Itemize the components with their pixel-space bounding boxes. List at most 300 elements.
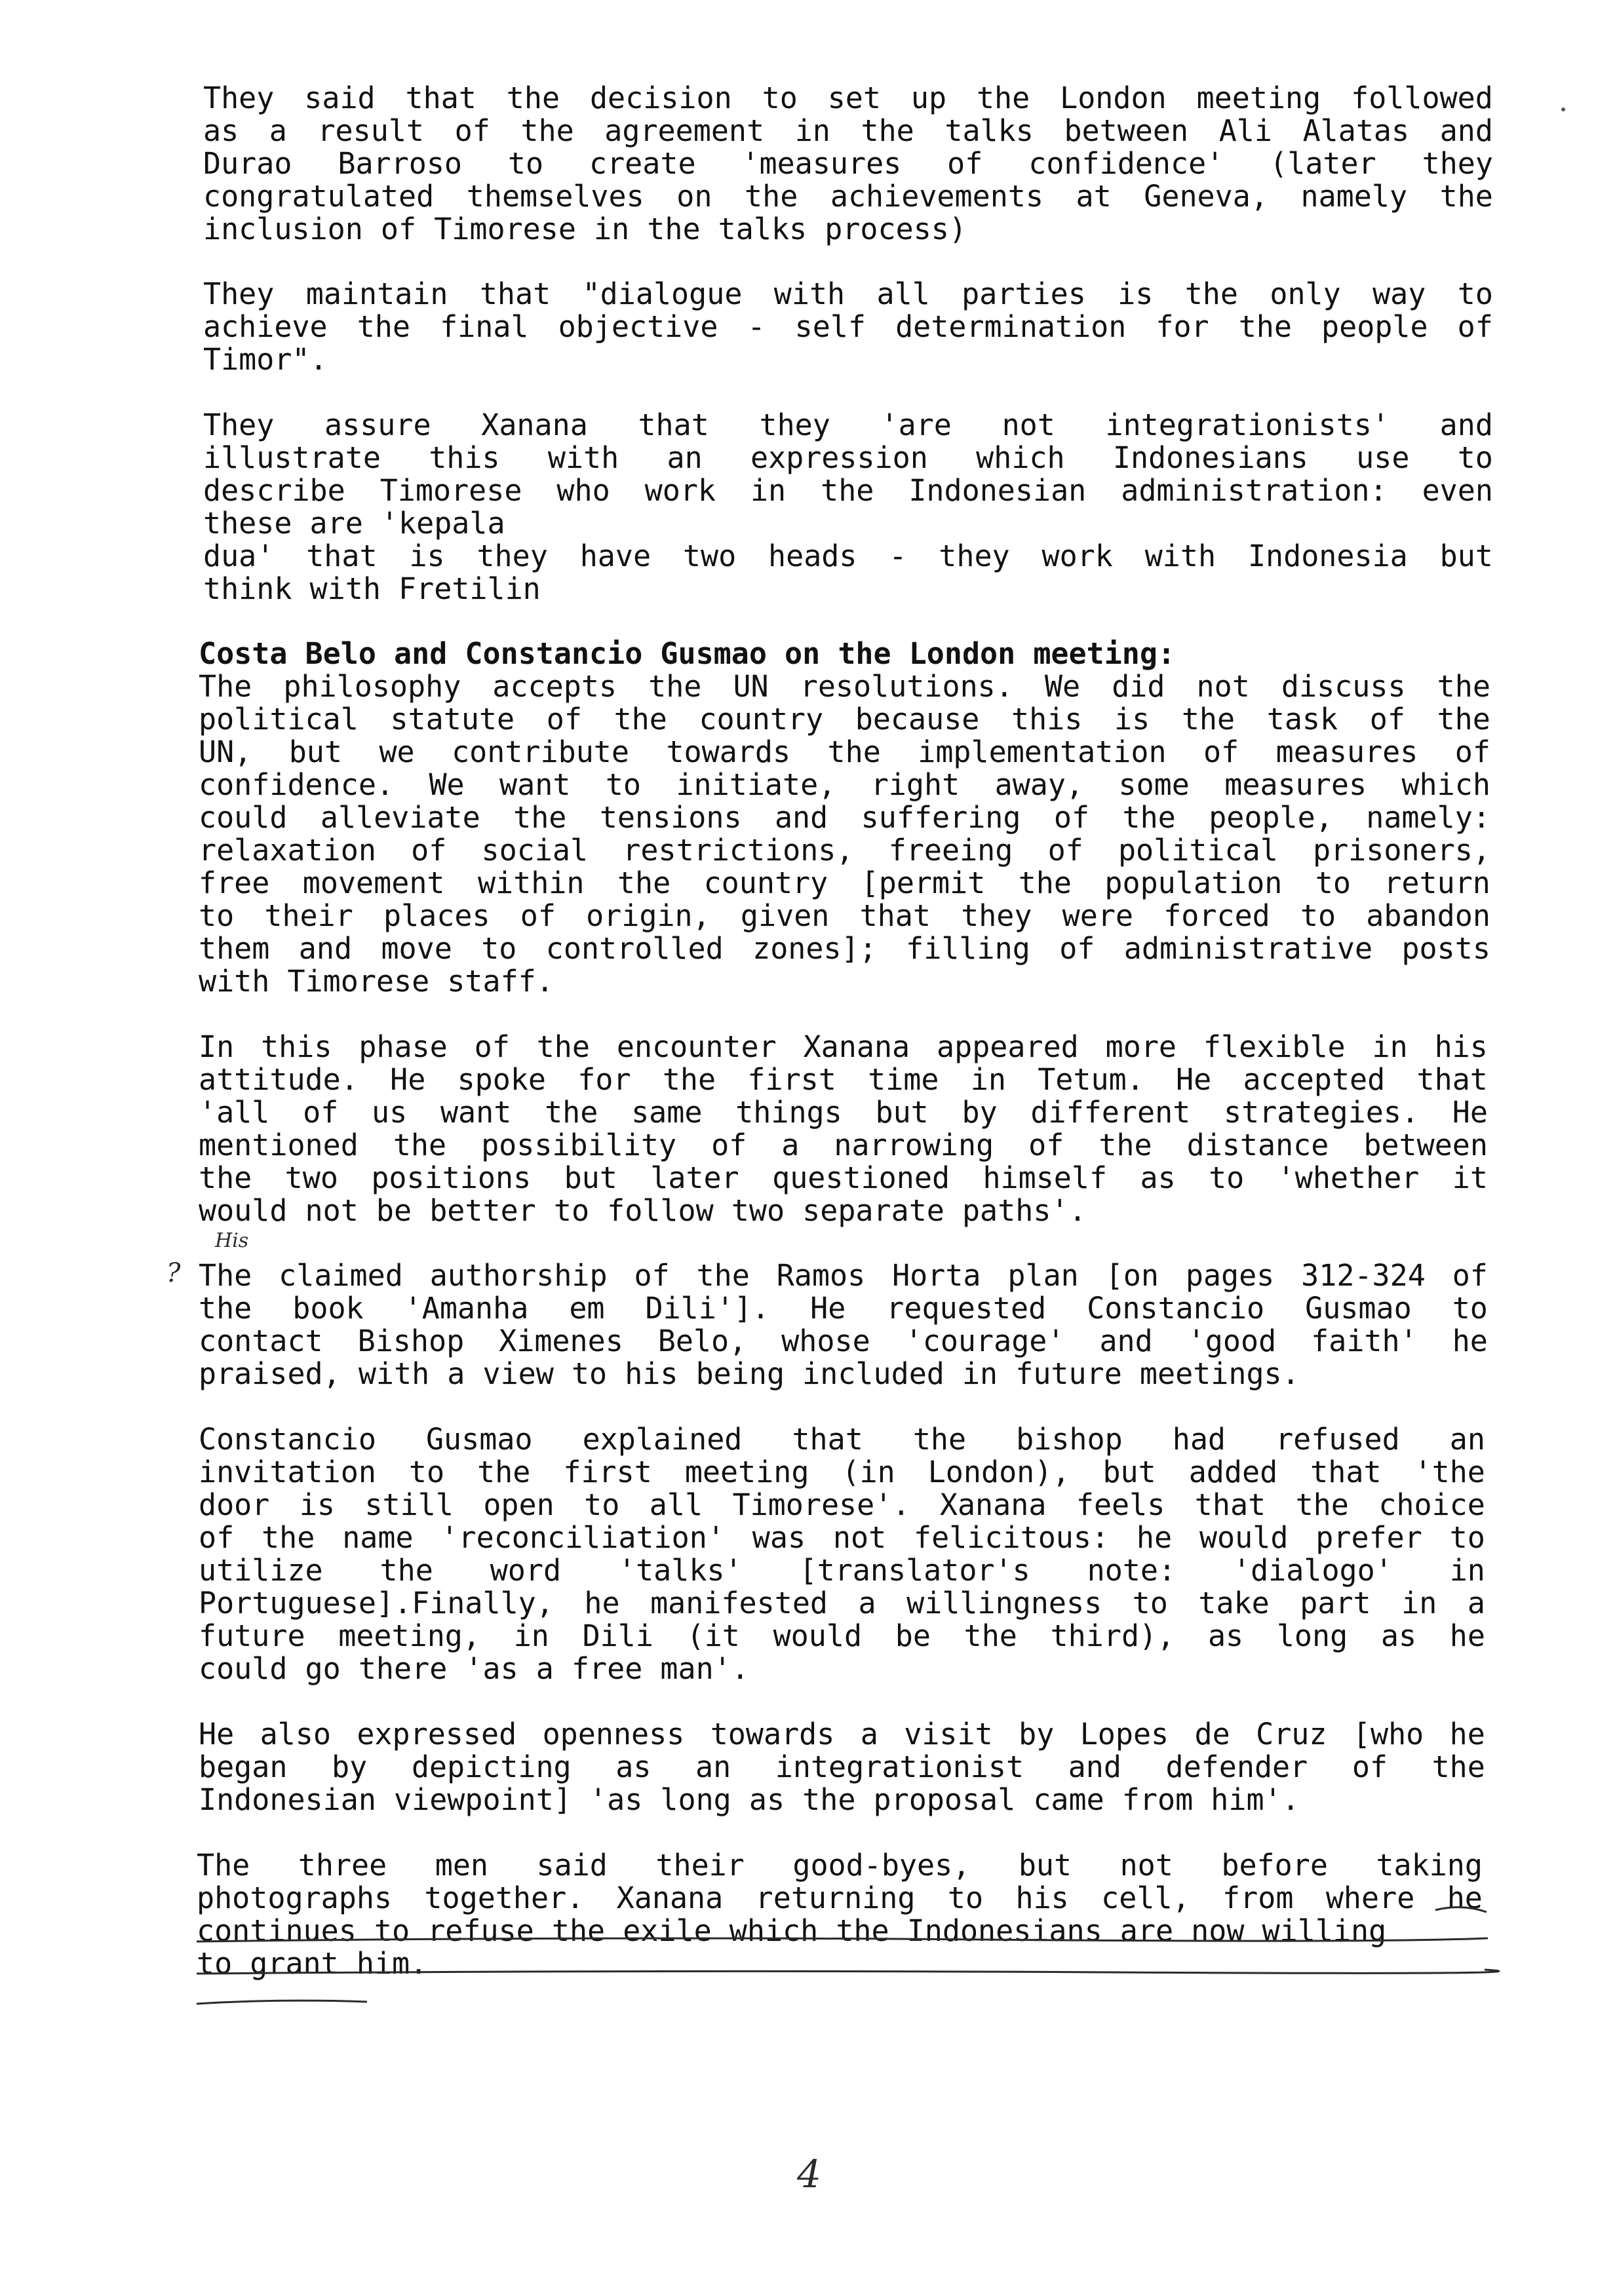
word: as [1380, 1618, 1417, 1653]
handwritten-correction: His [215, 1229, 249, 1252]
word: as [615, 1750, 652, 1784]
word: in [513, 1618, 549, 1653]
word: They [203, 81, 275, 115]
word: they [759, 408, 830, 442]
word: confidence. [199, 767, 395, 802]
word: they [477, 539, 548, 573]
word: a [1467, 1586, 1485, 1620]
word: task [1266, 702, 1338, 737]
word: that [1310, 1455, 1382, 1489]
word: the [613, 702, 667, 737]
word: began [199, 1750, 288, 1784]
word: Ali [1218, 113, 1272, 148]
word: as [203, 113, 239, 148]
word: photographs [197, 1881, 393, 1915]
word: measures [1275, 735, 1418, 769]
word: achieve [203, 309, 328, 344]
word: objective [558, 309, 718, 344]
heading-text: Costa Belo and Constancio Gusmao on the London meeting: [199, 636, 1176, 671]
word: not [1196, 669, 1250, 704]
word: book [292, 1291, 364, 1326]
word: measures [1224, 767, 1367, 802]
word: administration: [1121, 473, 1388, 508]
word: with [547, 440, 619, 475]
word: of [1352, 1750, 1388, 1784]
word: the [477, 1455, 531, 1489]
word: want [440, 1095, 512, 1130]
word: the [976, 81, 1030, 115]
word: 'courage' [905, 1324, 1065, 1358]
word: for [1156, 309, 1209, 344]
word: Xanana [481, 408, 588, 442]
word: Alatas [1302, 113, 1410, 148]
word: statute [390, 702, 515, 737]
word: controlled [545, 931, 724, 966]
word: the [379, 1553, 433, 1588]
word: men [435, 1848, 489, 1883]
word: to [1315, 866, 1351, 900]
word: namely [1300, 179, 1408, 214]
word: faith' [1311, 1324, 1418, 1358]
word: the [827, 735, 881, 769]
word: philosophy [283, 669, 461, 704]
word: (it [686, 1618, 740, 1653]
word: Dili']. [645, 1291, 770, 1326]
word: is [299, 1487, 335, 1522]
word: phase [359, 1029, 448, 1064]
word: it [1452, 1160, 1488, 1195]
word: and [298, 931, 353, 966]
word: whose [781, 1324, 870, 1358]
word: create [589, 146, 696, 181]
word: would [1199, 1520, 1289, 1555]
word: the [520, 113, 574, 148]
word: of [303, 1095, 339, 1130]
word: more [1105, 1029, 1177, 1064]
word: integrationists' [1105, 408, 1390, 442]
word: the [1018, 866, 1072, 900]
word: the [1184, 277, 1238, 311]
word: plan [1007, 1258, 1079, 1293]
word: appeared [937, 1029, 1079, 1064]
text-line: could go there 'as a free man'. [199, 1651, 749, 1686]
word: of [474, 1029, 510, 1064]
word: that [1416, 1062, 1488, 1097]
word: that [306, 539, 378, 573]
text-line: Indonesian viewpoint] 'as long as the proposal came from him'. [199, 1782, 1300, 1817]
word: by [332, 1750, 368, 1784]
word: mentioned [199, 1128, 359, 1162]
word: some [1118, 767, 1190, 802]
word: flexible [1203, 1029, 1346, 1064]
word: defender [1165, 1750, 1308, 1784]
word: heads [768, 539, 857, 573]
page-number: 4 [797, 2152, 821, 2196]
word: country [703, 866, 828, 900]
word: and [1439, 113, 1493, 148]
word: dua' [203, 539, 275, 573]
text-line: inclusion of Timorese in the talks process) [203, 212, 967, 246]
word: movement [302, 866, 445, 900]
word: he [1136, 1520, 1173, 1555]
word: pages [1185, 1258, 1275, 1293]
text-line: continues to refuse the exile which the Indonesians are now willing [197, 1913, 1387, 1948]
word: an [695, 1750, 731, 1784]
word: to [1457, 277, 1493, 311]
word: be [895, 1618, 931, 1653]
word: for [577, 1062, 631, 1097]
word: take [1198, 1586, 1270, 1620]
word: willingness [906, 1586, 1102, 1620]
word: Portuguese].Finally, [199, 1586, 554, 1620]
word: future [199, 1618, 305, 1653]
word: not [1002, 408, 1055, 442]
word: returning [755, 1881, 916, 1915]
word: the [1099, 1128, 1152, 1162]
word: claimed [279, 1258, 403, 1293]
word: of [947, 146, 983, 181]
word: of [546, 702, 582, 737]
word: determination [895, 309, 1127, 344]
word: that [405, 81, 477, 115]
word: self [794, 309, 866, 344]
word: in [794, 113, 830, 148]
word: [permit [861, 866, 986, 900]
word: of [1452, 1258, 1488, 1293]
word: is [1114, 702, 1150, 737]
word: "dialogue [582, 277, 743, 311]
word: and [1439, 408, 1493, 442]
word: two [284, 1160, 338, 1195]
word: administrative [1123, 931, 1373, 966]
text-line: think with Fretilin [203, 571, 541, 606]
word: given [740, 898, 830, 933]
word: restrictions, [623, 833, 854, 868]
word: of [454, 113, 490, 148]
word: first [747, 1062, 836, 1097]
word: the [821, 473, 874, 508]
word: to [1300, 898, 1336, 933]
word: of [1047, 833, 1083, 868]
word: visit [904, 1717, 993, 1751]
word: have [579, 539, 652, 573]
word: free [199, 866, 270, 900]
word: authorship [429, 1258, 608, 1293]
word: attitude. [199, 1062, 359, 1097]
word: who [556, 473, 610, 508]
word: all [649, 1487, 703, 1522]
word: Dili [582, 1618, 653, 1653]
word: this [429, 440, 500, 475]
word: of [411, 833, 447, 868]
word: [who [1352, 1717, 1424, 1751]
word: result [317, 113, 425, 148]
word: they [939, 539, 1010, 573]
word: towards [710, 1717, 835, 1751]
word: to [408, 1455, 445, 1489]
word: He [1176, 1062, 1212, 1097]
word: 'whether [1277, 1160, 1420, 1195]
word: Indonesian [908, 473, 1087, 508]
word: - [747, 309, 766, 344]
word: questioned [772, 1160, 950, 1195]
word: and [1068, 1750, 1121, 1784]
word: Geneva, [1144, 179, 1268, 214]
word: towards [666, 735, 791, 769]
word: the [648, 669, 702, 704]
word: only [1270, 277, 1341, 311]
word: in [1449, 1553, 1485, 1588]
word: positions [371, 1160, 532, 1195]
word: the [262, 1520, 315, 1555]
word: expression [750, 440, 928, 475]
word: to [507, 146, 544, 181]
word: to [947, 1881, 984, 1915]
text-line: these are 'kepala [203, 506, 505, 541]
word: he [1449, 1717, 1485, 1751]
word: 'the [1414, 1455, 1485, 1489]
word: the [506, 81, 560, 115]
word: Lopes [1080, 1717, 1169, 1751]
word: the [357, 309, 410, 344]
word: We [1044, 669, 1081, 704]
word: London [1060, 81, 1167, 115]
word: refused [1275, 1422, 1400, 1457]
word: an [667, 440, 703, 475]
word: to [199, 898, 235, 933]
word: country [699, 702, 824, 737]
word: feels [1076, 1487, 1165, 1522]
word: Constancio [1087, 1291, 1265, 1326]
word: is [409, 539, 445, 573]
word: Durao [203, 146, 292, 181]
word: expressed [357, 1717, 517, 1751]
word: which [1401, 767, 1490, 802]
word: utilize [199, 1553, 323, 1588]
word: freeing [888, 833, 1013, 868]
word: but [564, 1160, 617, 1195]
word: the [1181, 702, 1236, 737]
word: the [1437, 669, 1490, 704]
word: the [861, 113, 914, 148]
word: Ximenes [499, 1324, 623, 1358]
word: implementation [918, 735, 1167, 769]
word: where [1325, 1881, 1415, 1915]
word: He [810, 1291, 846, 1326]
word: prefer [1315, 1520, 1422, 1555]
word: that [638, 408, 709, 442]
word: to [584, 1487, 620, 1522]
word: strategies. [1224, 1095, 1420, 1130]
word: a [860, 1717, 878, 1751]
word: their [264, 898, 353, 933]
word: and [774, 800, 828, 835]
word: He [390, 1062, 426, 1097]
word: set [827, 81, 881, 115]
word: political [199, 702, 359, 737]
word: people [1321, 309, 1428, 344]
word: Belo, [657, 1324, 747, 1358]
word: initiate, [676, 767, 836, 802]
word: 'dialogo' [1232, 1553, 1393, 1588]
word: name [342, 1520, 414, 1555]
word: the [393, 1128, 447, 1162]
word: the [1431, 1750, 1485, 1784]
word: use [1356, 440, 1410, 475]
word: part [1300, 1586, 1371, 1620]
word: he [1447, 1881, 1483, 1915]
text-line: praised, with a view to his being included in future meetings. [199, 1356, 1300, 1391]
word: and [1099, 1324, 1153, 1358]
word: discuss [1281, 669, 1406, 704]
word: Cruz [1256, 1717, 1327, 1751]
word: could [199, 800, 288, 835]
word: he [1452, 1324, 1488, 1358]
word: followed [1351, 81, 1493, 115]
word: Indonesians [1112, 440, 1308, 475]
word: between [1363, 1128, 1488, 1162]
word: even [1422, 473, 1493, 508]
word: by [1019, 1717, 1055, 1751]
word: said [536, 1848, 608, 1883]
word: as [1140, 1160, 1176, 1195]
word: population [1104, 866, 1283, 900]
word: of [1369, 702, 1405, 737]
word: They [203, 408, 275, 442]
word: of [634, 1258, 670, 1293]
word: political [1118, 833, 1278, 868]
word: the [1437, 702, 1490, 737]
word: us [372, 1095, 408, 1130]
word: but [1439, 539, 1493, 573]
word: work [1041, 539, 1113, 573]
word: before [1221, 1848, 1328, 1883]
word: parties [962, 277, 1086, 311]
word: the [545, 1095, 598, 1130]
word: was [752, 1520, 806, 1555]
word: because [855, 702, 980, 737]
word: contribute [452, 735, 629, 769]
word: places [383, 898, 490, 933]
word: accepts [492, 669, 617, 704]
word: of [520, 898, 556, 933]
word: Tetum. [1038, 1062, 1144, 1097]
word: The [199, 669, 252, 704]
word: spoke [457, 1062, 547, 1097]
word: not [1119, 1848, 1173, 1883]
word: congratulated [203, 179, 435, 214]
word: UN, [199, 735, 252, 769]
word: 'measures [741, 146, 902, 181]
word: abandon [1366, 898, 1490, 933]
word: tensions [599, 800, 742, 835]
word: meeting, [338, 1618, 480, 1653]
word: which [976, 440, 1065, 475]
word: 'are [880, 408, 952, 442]
word: themselves [466, 179, 644, 214]
word: Ramos [776, 1258, 866, 1293]
word: relaxation [199, 833, 376, 868]
word: by [962, 1095, 998, 1130]
word: the [696, 1258, 750, 1293]
word: time [868, 1062, 939, 1097]
word: the [963, 1618, 1017, 1653]
word: but [288, 735, 342, 769]
word: to [762, 81, 798, 115]
word: 'good [1187, 1324, 1277, 1358]
word: would [773, 1618, 863, 1653]
word: open [483, 1487, 555, 1522]
word: Indonesia [1247, 539, 1408, 573]
word: people, [1209, 800, 1333, 835]
word: Xanana [616, 1881, 724, 1915]
text-line: would not be better to follow two separate paths'. [199, 1193, 1087, 1228]
word: prisoners, [1313, 833, 1490, 868]
word: this [1011, 702, 1083, 737]
word: good-byes, [792, 1848, 971, 1883]
word: 'reconciliation' [440, 1520, 725, 1555]
word: first [563, 1455, 652, 1489]
word: long [1276, 1618, 1348, 1653]
word: all [876, 277, 930, 311]
word: 'Amanha [404, 1291, 529, 1326]
word: describe [203, 473, 345, 508]
word: that [1194, 1487, 1266, 1522]
word: The [197, 1848, 250, 1883]
word: together. [424, 1881, 585, 1915]
word: Xanana [803, 1029, 910, 1064]
word: Barroso [338, 146, 463, 181]
word: he [1449, 1618, 1485, 1653]
word: of [199, 1520, 235, 1555]
word: Gusmao [425, 1422, 533, 1457]
word: a [858, 1586, 876, 1620]
word: they [961, 898, 1032, 933]
word: alleviate [320, 800, 480, 835]
word: return [1384, 866, 1490, 900]
word: Constancio [199, 1422, 376, 1457]
word: confidence' [1028, 146, 1224, 181]
word: but [1018, 1848, 1072, 1883]
word: UN [733, 669, 769, 704]
word: of [1053, 800, 1090, 835]
word: assure [324, 408, 431, 442]
word: their [655, 1848, 745, 1883]
word: 'all [199, 1095, 270, 1130]
word: had [1172, 1422, 1226, 1457]
word: manifested [650, 1586, 828, 1620]
word: 312-324 [1301, 1258, 1426, 1293]
word: maintain [305, 277, 448, 311]
word: want [499, 767, 571, 802]
word: distance [1186, 1128, 1329, 1162]
word: two [682, 539, 737, 573]
word: of [1457, 309, 1493, 344]
word: requested [886, 1291, 1047, 1326]
word: to [1449, 1520, 1485, 1555]
word: at [1076, 179, 1112, 214]
word: (later [1270, 146, 1376, 181]
word: the [513, 800, 567, 835]
word: Xanana [939, 1487, 1047, 1522]
word: He [1452, 1095, 1488, 1130]
word: Gusmao [1305, 1291, 1412, 1326]
text-line: Timor". [203, 342, 328, 377]
word: word [490, 1553, 562, 1588]
word: origin, [586, 898, 710, 933]
word: to [605, 767, 642, 802]
word: narrowing [834, 1128, 994, 1162]
